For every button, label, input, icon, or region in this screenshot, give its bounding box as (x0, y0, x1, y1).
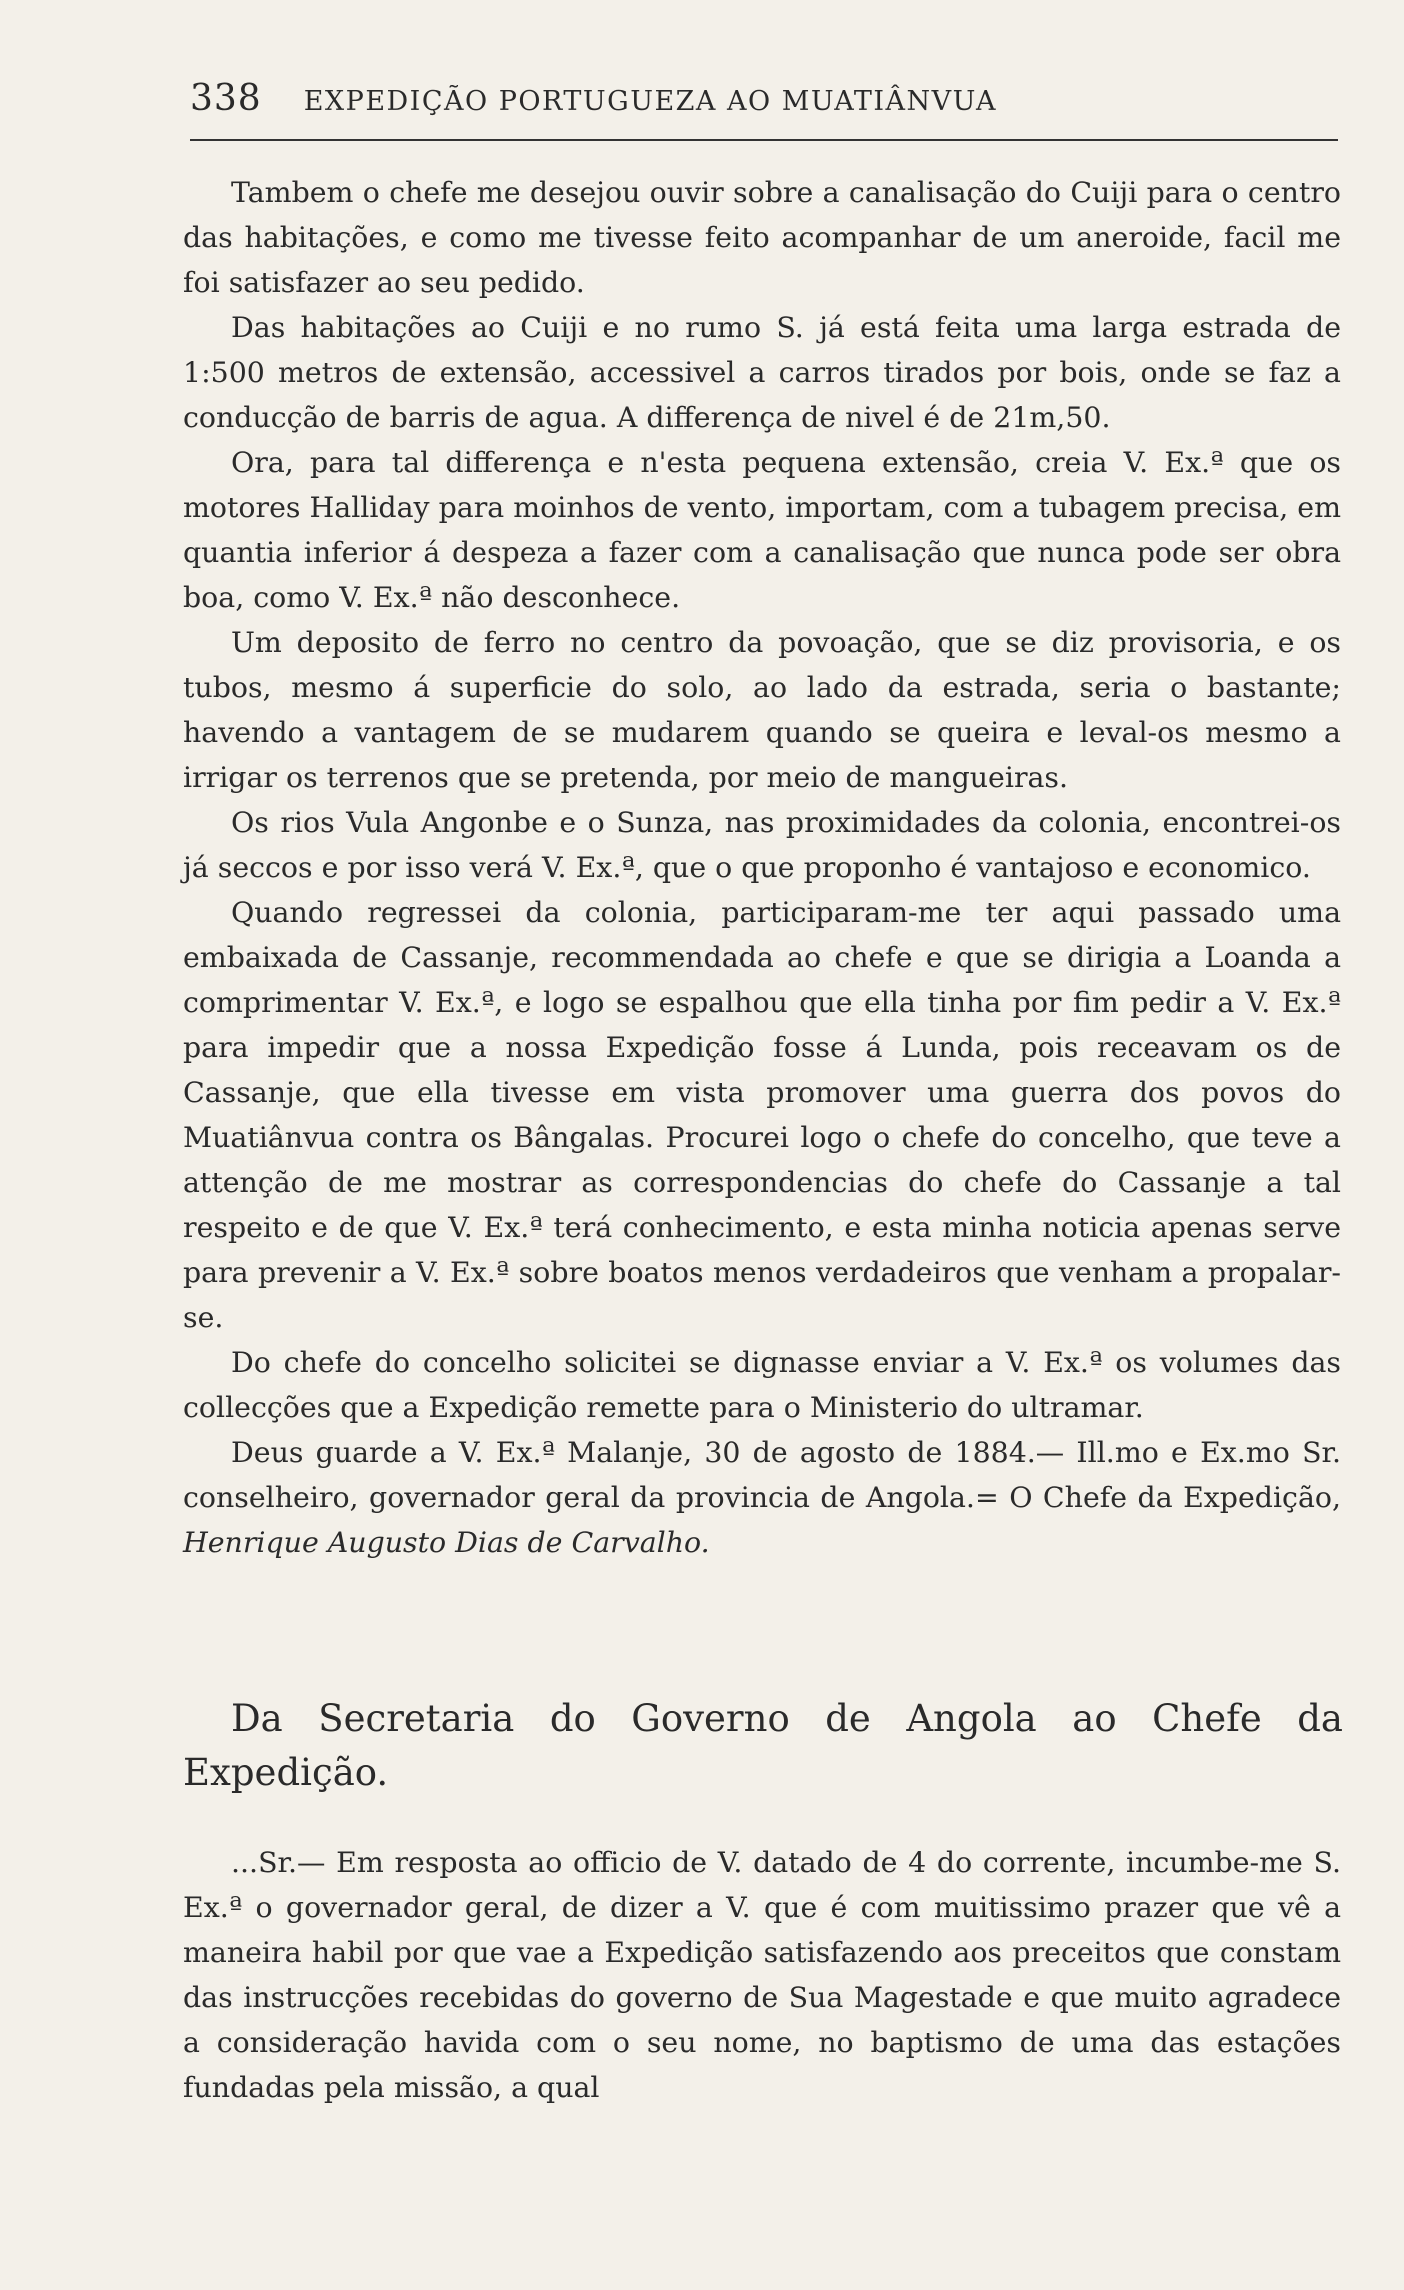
letter-text (183, 1840, 1341, 2110)
closing-text: Deus guarde a V. Ex.ª Malanje, 30 de agosto de 1884.— Ill.mo e Ex.mo Sr. conselheiro, governador geral da provincia de Angola.= O Chefe da Expedição, (183, 1436, 1341, 1514)
paragraph: Do chefe do concelho solicitei se dignasse enviar a V. Ex.ª os volumes das collecções que a Expedição remette para o Ministerio do ultramar. (183, 1346, 1341, 1424)
paragraph: ...Sr.— Em resposta ao officio de V. datado de 4 do corrente, incumbe-me S. Ex.ª o governador geral, de dizer a V. que é com muitissimo prazer que vê a maneira habil por que vae a Expedição satisfazendo aos preceitos que constam das instrucções recebidas do governo de Sua Magestade e que muito agradece a consideração havida com o seu nome, no baptismo de uma das estações fundadas pela missão, a qual (183, 1846, 1341, 2104)
paragraph: Tambem o chefe me desejou ouvir sobre a canalisação do Cuiji para o centro das habitações, e como me tivesse feito acompanhar de um aneroide, facil me foi satisfazer ao seu pedido. (183, 176, 1341, 299)
page-header (190, 78, 1338, 119)
header-rule (190, 139, 1338, 141)
body-text (183, 170, 1341, 1565)
signature: Henrique Augusto Dias de Carvalho. (183, 1526, 710, 1559)
page-number: 338 (190, 78, 262, 119)
paragraph: Das habitações ao Cuiji e no rumo S. já está feita uma larga estrada de 1:500 metros de extensão, accessivel a carros tirados por bois, onde se faz a conducção de barris de agua. A differença de nivel é de 21m,50. (183, 311, 1341, 434)
paragraph: Quando regressei da colonia, participaram-me ter aqui passado uma embaixada de Cassanje, recommendada ao chefe e que se dirigia a Loanda a comprimentar V. Ex.ª, e logo se espalhou que ella tinha por fim pedir a V. Ex.ª para impedir que a nossa Expedição fosse á Lunda, pois receavam os de Cassanje, que ella tivesse em vista promover uma guerra dos povos do Muatiânvua contra os Bângalas. Procurei logo o chefe do concelho, que teve a attenção de me mostrar as correspondencias do chefe do Cassanje a tal respeito e de que V. Ex.ª terá conhecimento, e esta minha noticia apenas serve para prevenir a V. Ex.ª sobre boatos menos verdadeiros que venham a propalar-se. (183, 896, 1341, 1334)
section-heading: Da Secretaria do Governo de Angola ao Chefe da Expedição. (183, 1697, 1343, 1794)
paragraph: Os rios Vula Angonbe e o Sunza, nas proximidades da colonia, encontrei-os já seccos e por isso verá V. Ex.ª, que o que proponho é vantajoso e economico. (183, 806, 1341, 884)
paragraph: Ora, para tal differença e n'esta pequena extensão, creia V. Ex.ª que os motores Halliday para moinhos de vento, importam, com a tubagem precisa, em quantia inferior á despeza a fazer com a canalisação que nunca pode ser obra boa, como V. Ex.ª não desconhece. (183, 446, 1341, 614)
closing-paragraph (183, 1430, 1341, 1565)
running-title: EXPEDIÇÃO PORTUGUEZA AO MUATIÂNVUA (303, 86, 998, 117)
paragraph: Um deposito de ferro no centro da povoação, que se diz provisoria, e os tubos, mesmo á superficie do solo, ao lado da estrada, seria o bastante; havendo a vantagem de se mudarem quando se queira e leval-os mesmo a irrigar os terrenos que se pretenda, por meio de mangueiras. (183, 626, 1341, 794)
